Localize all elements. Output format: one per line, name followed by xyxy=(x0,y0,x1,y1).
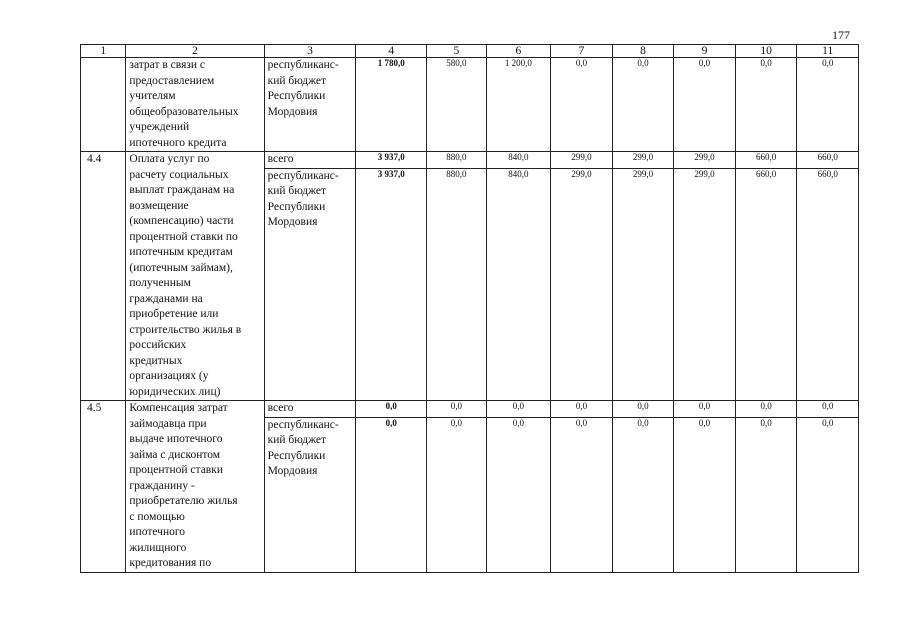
amount-year: 299,0 xyxy=(674,168,736,401)
amount-year: 0,0 xyxy=(551,401,613,418)
column-number: 1 xyxy=(81,45,126,58)
amount-year: 0,0 xyxy=(797,401,859,418)
funding-source: республиканс- кий бюджет Республики Мордовия xyxy=(264,58,356,152)
item-code: 4.5 xyxy=(81,401,126,573)
item-code: 4.4 xyxy=(81,152,126,401)
column-number: 10 xyxy=(735,45,797,58)
column-number: 8 xyxy=(612,45,674,58)
amount-year: 299,0 xyxy=(612,168,674,401)
column-number: 7 xyxy=(551,45,613,58)
amount-total: 3 937,0 xyxy=(356,168,427,401)
table-row xyxy=(81,401,859,418)
amount-year: 0,0 xyxy=(797,417,859,572)
amount-year: 0,0 xyxy=(735,417,797,572)
item-description: Оплата услуг по расчету социальных выплат гражданам на возмещение (компенсацию) части процентной ставки по ипотечным кредитам (ипотечным займам), полученным гражданами на приобретение или строительство жилья в российских кредитных организациях (у юридических лиц) xyxy=(126,152,264,401)
amount-year: 0,0 xyxy=(735,401,797,418)
column-number-row xyxy=(81,45,859,58)
column-number: 4 xyxy=(356,45,427,58)
amount-year: 0,0 xyxy=(486,401,551,418)
amount-year: 580,0 xyxy=(427,58,487,152)
column-number: 9 xyxy=(674,45,736,58)
funding-source: всего xyxy=(264,152,356,169)
column-number: 6 xyxy=(486,45,551,58)
amount-year: 880,0 xyxy=(427,168,487,401)
column-number: 5 xyxy=(427,45,487,58)
column-number: 11 xyxy=(797,45,859,58)
amount-year: 0,0 xyxy=(427,401,487,418)
amount-year: 880,0 xyxy=(427,152,487,169)
amount-year: 0,0 xyxy=(427,417,487,572)
amount-year: 0,0 xyxy=(797,58,859,152)
table-row xyxy=(81,152,859,169)
amount-year: 0,0 xyxy=(551,58,613,152)
budget-table xyxy=(80,44,859,573)
item-description: Компенсация затрат займодавца при выдаче ипотечного займа с дисконтом процентной ставки гражданину - приобретателю жилья с помощью ипотечного жилищного кредитования по xyxy=(126,401,264,573)
amount-year: 0,0 xyxy=(674,401,736,418)
amount-year: 299,0 xyxy=(551,152,613,169)
amount-year: 299,0 xyxy=(551,168,613,401)
amount-year: 840,0 xyxy=(486,168,551,401)
amount-year: 660,0 xyxy=(735,168,797,401)
amount-year: 299,0 xyxy=(674,152,736,169)
amount-year: 0,0 xyxy=(551,417,613,572)
funding-source: всего xyxy=(264,401,356,418)
page-number: 177 xyxy=(832,28,850,42)
amount-year: 660,0 xyxy=(735,152,797,169)
item-description: затрат в связи с предоставлением учителям общеобразовательных учреждений ипотечного кредита xyxy=(126,58,264,152)
amount-year: 840,0 xyxy=(486,152,551,169)
funding-source: республиканс- кий бюджет Республики Мордовия xyxy=(264,168,356,401)
amount-year: 660,0 xyxy=(797,152,859,169)
amount-year: 1 200,0 xyxy=(486,58,551,152)
funding-source: республиканс- кий бюджет Республики Мордовия xyxy=(264,417,356,572)
amount-total: 1 780,0 xyxy=(356,58,427,152)
item-code xyxy=(81,58,126,152)
amount-year: 0,0 xyxy=(735,58,797,152)
amount-year: 0,0 xyxy=(612,58,674,152)
amount-year: 0,0 xyxy=(486,417,551,572)
amount-total: 3 937,0 xyxy=(356,152,427,169)
amount-year: 0,0 xyxy=(674,58,736,152)
amount-year: 660,0 xyxy=(797,168,859,401)
column-number: 2 xyxy=(126,45,264,58)
amount-total: 0,0 xyxy=(356,401,427,418)
amount-year: 0,0 xyxy=(612,401,674,418)
table-row xyxy=(81,58,859,152)
amount-year: 0,0 xyxy=(612,417,674,572)
amount-year: 0,0 xyxy=(674,417,736,572)
column-number: 3 xyxy=(264,45,356,58)
amount-year: 299,0 xyxy=(612,152,674,169)
amount-total: 0,0 xyxy=(356,417,427,572)
